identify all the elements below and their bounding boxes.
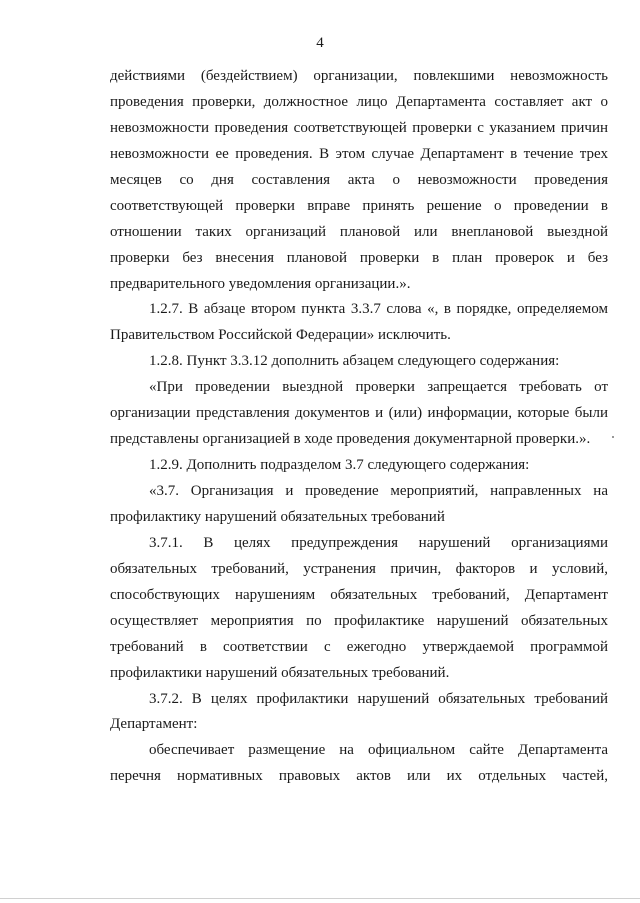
text-line: обеспечивает размещение на официальном сайте Департамента	[149, 742, 608, 759]
text-line: осуществляет мероприятия по профилактике нарушений обязательных	[110, 612, 608, 629]
text-line: месяцев со дня составления акта о невозможности проведения	[110, 171, 608, 188]
text-line: требований в соответствии с ежегодно утверждаемой программой	[110, 638, 608, 655]
scan-speck	[612, 436, 614, 438]
text-line: 3.7.1. В целях предупреждения нарушений организациями	[149, 534, 608, 551]
text-line: соответствующей проверки вправе принять решение о проведении в	[110, 197, 608, 214]
text-line: невозможности проведения соответствующей проверки с указанием причин	[110, 119, 608, 136]
text-line: «При проведении выездной проверки запрещается требовать от	[149, 379, 608, 396]
text-line: проверки без внесения плановой проверки в план проверок и без	[110, 249, 608, 266]
text-line: 3.7.2. В целях профилактики нарушений обязательных требований	[149, 690, 608, 707]
text-line: перечня нормативных правовых актов или их отдельных частей,	[110, 768, 608, 785]
text-line: организации представления документов и (или) информации, которые были	[110, 405, 608, 422]
text-line: способствующих нарушениям обязательных требований, Департамент	[110, 586, 608, 603]
text-line: профилактики нарушений обязательных требований.	[110, 664, 450, 681]
document-body	[110, 64, 608, 790]
text-line: представлены организацией в ходе проведения документарной проверки.».	[110, 431, 591, 448]
text-line: 1.2.8. Пункт 3.3.12 дополнить абзацем следующего содержания:	[149, 353, 560, 370]
text-line: 1.2.7. В абзаце втором пункта 3.3.7 слова «, в порядке, определяемом	[149, 301, 608, 318]
text-line: невозможности ее проведения. В этом случае Департамент в течение трех	[110, 145, 608, 162]
text-line: 1.2.9. Дополнить подразделом 3.7 следующего содержания:	[149, 457, 530, 474]
text-line: Департамент:	[110, 716, 198, 733]
text-line: Правительством Российской Федерации» исключить.	[110, 327, 451, 344]
page-bottom-edge	[0, 898, 640, 899]
text-line: проведения проверки, должностное лицо Департамента составляет акт о	[110, 93, 608, 110]
text-line: «3.7. Организация и проведение мероприятий, направленных на	[149, 483, 608, 499]
text-line: отношении таких организаций плановой или внеплановой выездной	[110, 223, 608, 240]
text-line: обязательных требований, устранения причин, факторов и условий,	[110, 560, 608, 577]
text-line: профилактику нарушений обязательных требований	[110, 508, 445, 525]
text-line: предварительного уведомления организации.».	[110, 275, 411, 292]
page-number: 4	[316, 35, 324, 51]
text-line: действиями (бездействием) организации, повлекшими невозможность	[110, 68, 608, 84]
